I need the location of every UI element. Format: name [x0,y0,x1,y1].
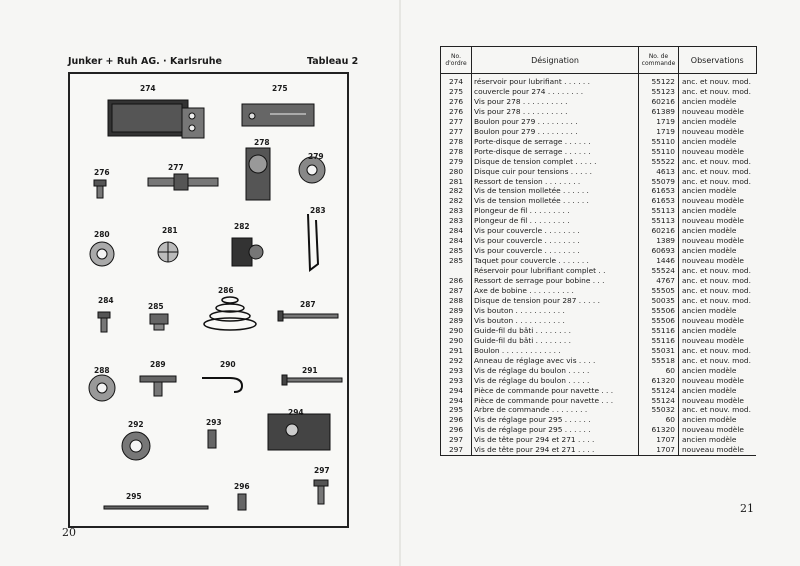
cell-order-number: 280 [441,167,472,177]
cell-order-code: 55124 [639,396,679,406]
cell-order-number: 277 [441,117,472,127]
table-row [441,236,757,246]
cell-order-code: 55123 [639,87,679,97]
table-row [441,97,757,107]
table-row [441,117,757,127]
table-row [441,246,757,256]
cell-observation: anc. et nouv. mod. [682,295,751,305]
cell-observation: ancien modèle [682,365,737,375]
cell-designation: Disque de tension pour 287 . . . . . [472,296,639,306]
cell-observation: anc. et nouv. mod. [682,345,751,355]
column-header-observations: Observations [679,47,757,74]
cell-order-number: 295 [441,405,472,415]
table-row [441,376,757,386]
cell-order-code: 55506 [639,306,679,316]
part-278-disc-holder-illustration [246,148,270,200]
cell-observation: anc. et nouv. mod. [682,286,751,296]
cell-order-code: 1389 [639,236,679,246]
cell-observation: nouveau modèle [682,375,744,385]
cell-designation: Réservoir pour lubrifiant complet . . [472,266,639,276]
cell-order-code: 55113 [639,206,679,216]
cell-order-number: 283 [441,206,472,216]
cell-order-code: 55032 [639,405,679,415]
part-label-294: 294 [288,408,304,417]
cell-designation: Axe de bobine . . . . . . . . . . [472,286,639,296]
cell-order-number: 282 [441,186,472,196]
cell-observation: ancien modèle [682,96,737,106]
cell-observation: ancien modèle [682,206,737,216]
cell-order-code: 61320 [639,425,679,435]
cell-order-code: 4767 [639,276,679,286]
cell-order-code: 1719 [639,127,679,137]
column-header-designation: Désignation [472,47,639,74]
part-label-274: 274 [140,84,156,93]
cell-designation: Disque cuir pour tensions . . . . . [472,167,639,177]
cell-order-number: 294 [441,396,472,406]
part-label-280: 280 [94,230,110,239]
cell-order-number: 290 [441,326,472,336]
cell-order-code: 55031 [639,346,679,356]
right-page [400,0,800,566]
cell-order-code: 55079 [639,177,679,187]
column-header-order-code: No. de commande [639,47,679,74]
part-292-ring-illustration [122,432,150,460]
part-label-293: 293 [206,418,222,427]
table-body [441,74,757,456]
cell-order-code: 55110 [639,137,679,147]
part-label-286: 286 [218,286,234,295]
part-289-knob-screw-illustration [140,376,176,396]
cell-order-code: 60693 [639,246,679,256]
cell-order-code: 60 [639,415,679,425]
table-row [441,74,757,87]
cell-observation: anc. et nouv. mod. [682,77,751,86]
cell-observation: ancien modèle [682,246,737,256]
table-row [441,266,757,276]
cell-designation: Boulon pour 279 . . . . . . . . . [472,117,639,127]
cell-designation: réservoir pour lubrifiant . . . . . . [472,74,639,87]
table-row [441,326,757,336]
cell-observation: ancien modèle [682,305,737,315]
cell-order-code: 55124 [639,386,679,396]
cell-order-number: 297 [441,445,472,455]
page-number: 21 [740,502,754,515]
cell-observation: nouveau modèle [682,425,744,435]
cell-order-number: 285 [441,246,472,256]
table-row [441,147,757,157]
cell-designation: Ressort de serrage pour bobine . . . [472,276,639,286]
cell-order-code: 61389 [639,107,679,117]
cell-observation: ancien modèle [682,435,737,445]
part-label-287: 287 [300,300,316,309]
cell-order-code: 1719 [639,117,679,127]
cell-order-code: 55122 [639,74,679,87]
part-274-reservoir-illustration [108,100,204,138]
part-285-stop-illustration [150,314,168,330]
part-label-295: 295 [126,492,142,501]
part-label-283: 283 [310,206,326,215]
part-287-axle-illustration [278,311,338,321]
cell-designation: Vis de tête pour 294 et 271 . . . . [472,435,639,445]
cell-designation: Disque de tension complet . . . . . [472,157,639,167]
part-281-spring-illustration [158,242,178,262]
cell-order-number: 279 [441,157,472,167]
part-label-279: 279 [308,152,324,161]
cell-observation: anc. et nouv. mod. [682,166,751,176]
part-label-278: 278 [254,138,270,147]
page-number: 20 [62,526,76,539]
table-row [441,157,757,167]
table-row [441,276,757,286]
cell-order-number: 281 [441,177,472,187]
cell-observation: nouveau modèle [682,335,744,345]
cell-observation: ancien modèle [682,226,737,236]
cell-designation: Vis de tête pour 294 et 271 . . . . [472,445,639,455]
cell-observation: nouveau modèle [682,395,744,405]
cell-order-number: 284 [441,226,472,236]
table-row [441,286,757,296]
cell-order-code: 60 [639,366,679,376]
cell-designation: Pièce de commande pour navette . . . [472,396,639,406]
cell-order-code: 61653 [639,196,679,206]
part-295-shaft-illustration [104,506,208,509]
cell-order-number: 289 [441,306,472,316]
part-290-thread-guide-illustration [202,378,242,392]
cell-order-number: 278 [441,147,472,157]
cell-order-code: 1446 [639,256,679,266]
part-297-screw-illustration [314,480,328,504]
part-282-knurled-screw-illustration [232,238,263,266]
table-row [441,336,757,346]
cell-observation: nouveau modèle [682,196,744,206]
table-row [441,256,757,266]
cell-order-code: 55506 [639,316,679,326]
cell-designation: Vis de réglage pour 295 . . . . . . [472,415,639,425]
cell-order-code: 55116 [639,326,679,336]
cell-order-code: 1707 [639,435,679,445]
cell-observation: anc. et nouv. mod. [682,156,751,166]
cell-order-code: 55522 [639,157,679,167]
cell-order-code: 60216 [639,226,679,236]
cell-designation: Boulon . . . . . . . . . . . . . [472,346,639,356]
cell-designation: Vis pour couvercle . . . . . . . . [472,246,639,256]
table-row [441,356,757,366]
cell-observation: anc. et nouv. mod. [682,266,751,276]
cell-observation: ancien modèle [682,385,737,395]
cell-order-code: 50035 [639,296,679,306]
cell-designation: Plongeur de fil . . . . . . . . . [472,206,639,216]
cell-order-code: 55116 [639,336,679,346]
table-row [441,216,757,226]
cell-observation: nouveau modèle [682,126,744,136]
table-row [441,167,757,177]
cell-order-number [441,266,472,276]
cell-order-number: 293 [441,376,472,386]
cell-order-number: 290 [441,336,472,346]
cell-designation: Guide-fil du bâti . . . . . . . . [472,326,639,336]
cell-designation: Porte-disque de serrage . . . . . . [472,137,639,147]
cell-observation: ancien modèle [682,116,737,126]
table-row [441,177,757,187]
cell-order-number: 278 [441,137,472,147]
part-label-282: 282 [234,222,250,231]
part-label-289: 289 [150,360,166,369]
cell-order-number: 283 [441,216,472,226]
cell-designation: Vis bouton . . . . . . . . . . . [472,316,639,326]
cell-observation: anc. et nouv. mod. [682,276,751,286]
cell-designation: Anneau de réglage avec vis . . . . [472,356,639,366]
part-277-bolt-illustration [148,174,218,190]
cell-order-number: 287 [441,286,472,296]
part-275-cover-illustration [242,104,314,126]
part-label-284: 284 [98,296,114,305]
cell-order-code: 55524 [639,266,679,276]
cell-order-code: 55113 [639,216,679,226]
cell-order-number: 286 [441,276,472,286]
table-row [441,226,757,236]
part-label-292: 292 [128,420,144,429]
cell-order-number: 275 [441,87,472,97]
cell-order-code: 61653 [639,186,679,196]
part-283-plunger-illustration [308,214,318,270]
table-row [441,405,757,415]
cell-observation: ancien modèle [682,325,737,335]
table-header-row [441,47,757,74]
cell-order-number: 291 [441,346,472,356]
column-header-order-number: No. d'ordre [441,47,472,74]
cell-order-number: 296 [441,415,472,425]
cell-order-number: 292 [441,356,472,366]
table-row [441,445,757,455]
table-row [441,107,757,117]
table-row [441,425,757,435]
part-286-spring-illustration [204,297,256,330]
cell-designation: Boulon pour 279 . . . . . . . . . [472,127,639,137]
cell-observation: anc. et nouv. mod. [682,405,751,415]
part-294-control-piece-illustration [268,414,330,450]
cell-order-code: 4613 [639,167,679,177]
cell-order-number: 284 [441,236,472,246]
cell-observation: nouveau modèle [682,106,744,116]
table-row [441,386,757,396]
cell-observation: anc. et nouv. mod. [682,176,751,186]
cell-order-code: 61320 [639,376,679,386]
cell-observation: nouveau modèle [682,445,744,455]
part-284-screw-illustration [98,312,110,332]
cell-designation: Guide-fil du bâti . . . . . . . . [472,336,639,346]
cell-observation: ancien modèle [682,415,737,425]
part-276-screw-illustration [94,180,106,198]
cell-observation: nouveau modèle [682,236,744,246]
cell-observation: nouveau modèle [682,256,744,266]
table-row [441,306,757,316]
part-label-281: 281 [162,226,178,235]
cell-designation: Vis de réglage pour 295 . . . . . . [472,425,639,435]
table-row [441,316,757,326]
part-280-leather-disc-illustration [90,242,114,266]
cell-designation: Vis pour 278 . . . . . . . . . . [472,97,639,107]
cell-designation: Vis de tension molletée . . . . . . [472,196,639,206]
part-291-bolt-illustration [282,375,342,385]
part-293-screw-illustration [208,430,216,448]
part-288-disc-illustration [89,375,115,401]
part-label-276: 276 [94,168,110,177]
part-label-296: 296 [234,482,250,491]
cell-designation: Vis pour 278 . . . . . . . . . . [472,107,639,117]
cell-observation: nouveau modèle [682,146,744,156]
cell-designation: Vis pour couvercle . . . . . . . . [472,226,639,236]
table-row [441,296,757,306]
cell-order-number: 274 [441,74,472,87]
table-row [441,366,757,376]
table-reference: Tableau 2 [307,56,359,67]
part-label-275: 275 [272,84,288,93]
cell-observation: ancien modèle [682,186,737,196]
table-row [441,206,757,216]
cell-order-code: 55518 [639,356,679,366]
cell-order-number: 276 [441,97,472,107]
part-label-290: 290 [220,360,236,369]
cell-designation: Vis de réglage du boulon . . . . . [472,376,639,386]
part-label-288: 288 [94,366,110,375]
cell-order-code: 55110 [639,147,679,157]
cell-order-number: 282 [441,196,472,206]
table-row [441,127,757,137]
cell-observation: ancien modèle [682,136,737,146]
parts-illustration-plate [68,72,349,528]
cell-designation: Vis pour couvercle . . . . . . . . [472,236,639,246]
part-label-285: 285 [148,302,164,311]
cell-designation: Vis de réglage du boulon . . . . . [472,366,639,376]
cell-order-code: 55505 [639,286,679,296]
table-row [441,196,757,206]
cell-order-number: 288 [441,296,472,306]
cell-designation: couvercle pour 274 . . . . . . . . [472,87,639,97]
part-296-screw-illustration [238,494,246,510]
cell-observation: nouveau modèle [682,216,744,226]
cell-observation: anc. et nouv. mod. [682,86,751,96]
cell-order-number: 297 [441,435,472,445]
cell-observation: nouveau modèle [682,315,744,325]
cell-order-number: 294 [441,386,472,396]
parts-list-table [440,46,757,456]
cell-designation: Pièce de commande pour navette . . . [472,386,639,396]
cell-order-number: 276 [441,107,472,117]
cell-order-code: 60216 [639,97,679,107]
cell-designation: Arbre de commande . . . . . . . . [472,405,639,415]
table-row [441,186,757,196]
part-label-291: 291 [302,366,318,375]
cell-designation: Taquet pour couvercle . . . . . . . [472,256,639,266]
cell-order-number: 296 [441,425,472,435]
table-row [441,415,757,425]
cell-designation: Vis de tension molletée . . . . . . [472,186,639,196]
cell-designation: Ressort de tension . . . . . . . . [472,177,639,187]
cell-designation: Vis bouton . . . . . . . . . . . [472,306,639,316]
cell-order-code: 1707 [639,445,679,455]
company-name: Junker + Ruh AG. · Karlsruhe [68,56,222,67]
table-row [441,346,757,356]
table-row [441,137,757,147]
cell-designation: Porte-disque de serrage . . . . . . [472,147,639,157]
cell-order-number: 289 [441,316,472,326]
part-label-297: 297 [314,466,330,475]
part-label-277: 277 [168,163,184,172]
table-row [441,435,757,445]
cell-designation: Plongeur de fil . . . . . . . . . [472,216,639,226]
cell-order-number: 293 [441,366,472,376]
table-row [441,396,757,406]
cell-order-number: 285 [441,256,472,266]
cell-order-number: 277 [441,127,472,137]
table-row [441,87,757,97]
cell-observation: anc. et nouv. mod. [682,355,751,365]
